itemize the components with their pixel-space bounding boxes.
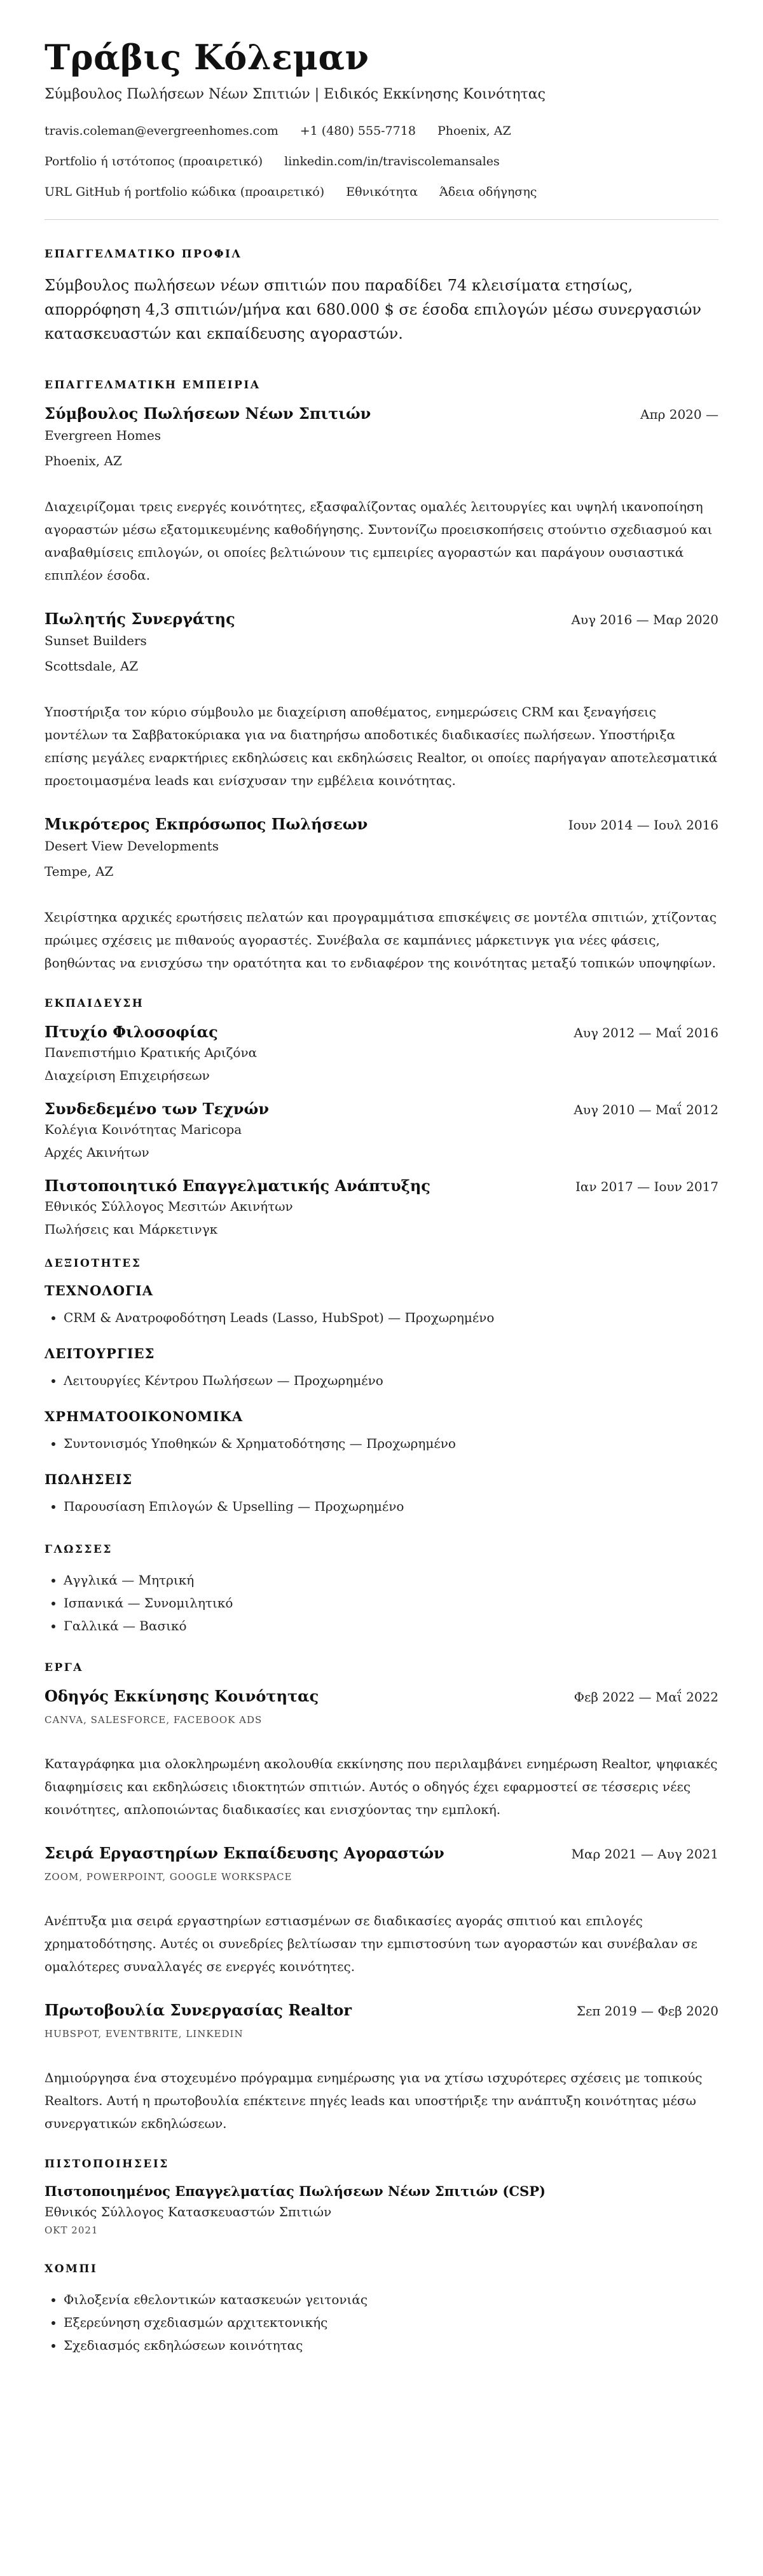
skill-item: • CRM & Ανατροφοδότηση Leads (Lasso, HubSpot) — Προχωρημένο xyxy=(64,1306,718,1329)
experience-entry xyxy=(45,404,718,587)
skill-category: ΛΕΙΤΟΥΡΓΙΕΣ xyxy=(45,1346,155,1361)
section-heading: ΕΚΠΑΙΔΕΥΣΗ xyxy=(45,997,144,1010)
degree-title: Συνδεδεμένο των Τεχνών xyxy=(45,1100,270,1118)
github-link[interactable]: URL GitHub ή portfolio κώδικα (προαιρετικό) xyxy=(45,185,325,199)
language-list xyxy=(45,1569,718,1637)
job-title: Πωλητής Συνεργάτης xyxy=(45,610,235,628)
study-field: Διαχείριση Επιχειρήσεων xyxy=(45,1068,210,1083)
skills-section xyxy=(45,1257,718,1518)
job-location: Tempe, AZ xyxy=(45,864,114,879)
school-name: Κολέγια Κοινότητας Maricopa xyxy=(45,1122,242,1137)
skill-list xyxy=(45,1495,718,1518)
job-description: Υποστήριξα τον κύριο σύμβουλο με διαχείριση αποθέματος, ενημερώσεις CRM και ξεναγήσεις μοντέλων τα Σαββατοκύριακα για να διατηρήσω αποδοτικές διαδικασίες πωλήσεων. Υποστήριξα επίσης μεγάλες εναρκτήριες εκδηλώσεις και εκδηλώσεις Realtor, οι οποίες παρήγαγαν αποτελεσματικά προετοιμασμένα leads και ενίσχυσαν την εμβέλεια κοινότητας. xyxy=(45,704,718,788)
education-date: Αυγ 2012 — Μαΐ 2016 xyxy=(574,1025,718,1040)
contact-row-extra xyxy=(45,185,718,199)
experience-section xyxy=(45,379,718,974)
linkedin-link[interactable]: linkedin.com/in/traviscolemansales xyxy=(284,154,500,168)
projects-section xyxy=(45,1661,718,2135)
skill-category: ΧΡΗΜΑΤΟΟΙΚΟΝΟΜΙΚΑ xyxy=(45,1408,244,1424)
study-field: Αρχές Ακινήτων xyxy=(45,1145,149,1160)
phone-number[interactable]: +1 (480) 555-7718 xyxy=(299,124,416,138)
skill-item: • Λειτουργίες Κέντρου Πωλήσεων — Προχωρημένο xyxy=(64,1369,718,1392)
certification-title: Πιστοποιημένος Επαγγελματίας Πωλήσεων Νέων Σπιτιών (CSP) xyxy=(45,2183,546,2199)
hobby-item: • Εξερεύνηση σχεδιασμών αρχιτεκτονικής xyxy=(64,2311,718,2334)
section-heading: ΠΙΣΤΟΠΟΙΗΣΕΙΣ xyxy=(45,2158,169,2171)
profile-section xyxy=(45,248,718,346)
education-date: Ιαν 2017 — Ιουν 2017 xyxy=(575,1179,718,1194)
section-heading: ΕΠΑΓΓΕΛΜΑΤΙΚΗ ΕΜΠΕΙΡΙΑ xyxy=(45,379,261,392)
nationality: Εθνικότητα xyxy=(346,185,418,199)
hobby-item: • Φιλοξενία εθελοντικών κατασκευών γειτονιάς xyxy=(64,2288,718,2311)
certification-entry xyxy=(45,2183,718,2236)
project-entry xyxy=(45,1687,718,1821)
contact-row-primary xyxy=(45,124,718,138)
job-title: Σύμβουλος Πωλήσεων Νέων Σπιτιών xyxy=(45,404,371,423)
profile-summary: Σύμβουλος πωλήσεων νέων σπιτιών που παραδίδει 74 κλεισίματα ετησίως, απορρόφηση 4,3 σπιτιών/μήνα και 680.000 $ σε έσοδα επιλογών μέσω συνεργασιών κατασκευαστών και εκπαίδευσης αγοραστών. xyxy=(45,276,702,343)
project-title: Σειρά Εργαστηρίων Εκπαίδευσης Αγοραστών xyxy=(45,1844,444,1862)
hobbies-section xyxy=(45,2263,718,2357)
job-date: Ιουν 2014 — Ιουλ 2016 xyxy=(568,817,718,833)
skill-category: ΠΩΛΗΣΕΙΣ xyxy=(45,1471,133,1487)
project-date: Σεπ 2019 — Φεβ 2020 xyxy=(576,2003,718,2019)
skill-list xyxy=(45,1369,718,1392)
candidate-name: Τράβις Κόλεμαν xyxy=(45,37,369,78)
project-date: Φεβ 2022 — Μαΐ 2022 xyxy=(574,1689,718,1705)
languages-section xyxy=(45,1543,718,1637)
section-heading: ΕΠΑΓΓΕΛΜΑΤΙΚΟ ΠΡΟΦΙΛ xyxy=(45,248,242,261)
skill-item: • Παρουσίαση Επιλογών & Upselling — Προχωρημένο xyxy=(64,1495,718,1518)
job-date: Απρ 2020 — xyxy=(640,407,718,422)
school-name: Εθνικός Σύλλογος Μεσιτών Ακινήτων xyxy=(45,1199,293,1214)
job-description: Διαχειρίζομαι τρεις ενεργές κοινότητες, εξασφαλίζοντας ομαλές λειτουργίες και υψηλή ικανοποίηση αγοραστών μέσω εξατομικευμένης καθοδήγησης. Συντονίζω προεισκοπήσεις στούντιο σχεδιασμού και αναβαθμίσεις επιλογών, οι οποίες βελτιώνουν τις εμπειρίες αγοραστών και παράγουν ουσιαστικά επιπλέον έσοδα. xyxy=(45,499,713,583)
driving-license: Άδεια οδήγησης xyxy=(439,185,537,199)
project-description: Δημιούργησα ένα στοχευμένο πρόγραμμα ενημέρωσης για να χτίσω ισχυρότερες σχέσεις με τοπικούς Realtors. Αυτή η πρωτοβουλία επέκτεινε πηγές leads και υποστήριξε την ανάπτυξη κοινότητας μέσω συνεργατικών εκδηλώσεων. xyxy=(45,2070,703,2131)
education-entry xyxy=(45,1023,718,1083)
hobby-item: • Σχεδιασμός εκδηλώσεων κοινότητας xyxy=(64,2334,718,2357)
email-link[interactable]: travis.coleman@evergreenhomes.com xyxy=(45,124,278,138)
project-entry xyxy=(45,1844,718,1978)
experience-entry xyxy=(45,610,718,792)
job-company: Desert View Developments xyxy=(45,838,219,854)
school-name: Πανεπιστήμιο Κρατικής Αριζόνα xyxy=(45,1045,258,1060)
degree-title: Πιστοποιητικό Επαγγελματικής Ανάπτυξης xyxy=(45,1176,430,1195)
certification-issuer: Εθνικός Σύλλογος Κατασκευαστών Σπιτιών xyxy=(45,2204,332,2219)
certifications-section xyxy=(45,2158,718,2236)
project-description: Ανέπτυξα μια σειρά εργαστηρίων εστιασμένων σε διαδικασίες αγοράς σπιτιού και επιλογές χρηματοδότησης. Αυτές οι συνεδρίες βελτίωσαν την εμπιστοσύνη των αγοραστών και συνέβαλαν σε ομαλότερες συναλλαγές σε ενεργές κοινότητες. xyxy=(45,1913,698,1974)
project-description: Καταγράφηκα μια ολοκληρωμένη ακολουθία εκκίνησης που περιλαμβάνει ενημέρωση Realtor, ψηφιακές διαφημίσεις και εκδηλώσεις ιδιοκτητών σπιτιών. Αυτός ο οδηγός έχει εφαρμοστεί σε τέσσερις νέες κοινότητες, απλοποιώντας διαδικασίες και ενισχύοντας την εμπλοκή. xyxy=(45,1756,718,1817)
section-heading: ΕΡΓΑ xyxy=(45,1661,83,1674)
skill-category: ΤΕΧΝΟΛΟΓΙΑ xyxy=(45,1283,154,1298)
candidate-title: Σύμβουλος Πωλήσεων Νέων Σπιτιών | Ειδικός Εκκίνησης Κοινότητας xyxy=(45,86,546,102)
skill-list xyxy=(45,1306,718,1329)
job-date: Αυγ 2016 — Μαρ 2020 xyxy=(571,612,718,627)
certification-date: ΟΚΤ 2021 xyxy=(45,2225,99,2236)
education-entry xyxy=(45,1100,718,1160)
skill-list xyxy=(45,1432,718,1455)
job-description: Χειρίστηκα αρχικές ερωτήσεις πελατών και προγραμμάτισα επισκέψεις σε μοντέλα σπιτιών, χτίζοντας πρώιμες σχέσεις με πιθανούς αγοραστές. Συνέβαλα σε καμπάνιες μάρκετινγκ για νέες φάσεις, βοηθώντας να ενισχύσω την ορατότητα και το ενδιαφέρον της κοινότητας μεταξύ τοπικών υποψηφίων. xyxy=(45,910,717,971)
job-location: Phoenix, AZ xyxy=(45,453,122,468)
project-tech: CANVA, SALESFORCE, FACEBOOK ADS xyxy=(45,1714,263,1726)
section-heading: ΔΕΞΙΟΤΗΤΕΣ xyxy=(45,1257,142,1270)
education-date: Αυγ 2010 — Μαΐ 2012 xyxy=(574,1102,718,1117)
contact-row-links xyxy=(45,154,718,168)
location: Phoenix, AZ xyxy=(437,124,511,138)
project-date: Μαρ 2021 — Αυγ 2021 xyxy=(571,1846,718,1862)
education-entry xyxy=(45,1176,718,1237)
project-entry xyxy=(45,2001,718,2135)
section-heading: ΓΛΩΣΣΕΣ xyxy=(45,1543,113,1556)
language-item: • Αγγλικά — Μητρική xyxy=(64,1569,718,1591)
skill-item: • Συντονισμός Υποθηκών & Χρηματοδότησης — Προχωρημένο xyxy=(64,1432,718,1455)
language-item: • Γαλλικά — Βασικό xyxy=(64,1614,718,1637)
job-title: Μικρότερος Εκπρόσωπος Πωλήσεων xyxy=(45,815,368,833)
portfolio-link[interactable]: Portfolio ή ιστότοπος (προαιρετικό) xyxy=(45,154,263,168)
study-field: Πωλήσεις και Μάρκετινγκ xyxy=(45,1222,218,1237)
section-heading: ΧΟΜΠΙ xyxy=(45,2263,98,2275)
language-item: • Ισπανικά — Συνομιλητικό xyxy=(64,1591,718,1614)
job-company: Evergreen Homes xyxy=(45,428,162,443)
project-title: Πρωτοβουλία Συνεργασίας Realtor xyxy=(45,2001,352,2019)
project-title: Οδηγός Εκκίνησης Κοινότητας xyxy=(45,1687,319,1705)
project-tech: ZOOM, POWERPOINT, GOOGLE WORKSPACE xyxy=(45,1871,292,1883)
project-tech: HUBSPOT, EVENTBRITE, LINKEDIN xyxy=(45,2028,244,2040)
hobby-list xyxy=(45,2288,718,2357)
degree-title: Πτυχίο Φιλοσοφίας xyxy=(45,1023,218,1041)
education-section xyxy=(45,997,718,1237)
job-location: Scottsdale, AZ xyxy=(45,658,139,674)
job-company: Sunset Builders xyxy=(45,633,147,648)
experience-entry xyxy=(45,815,718,974)
header-divider xyxy=(45,219,718,220)
